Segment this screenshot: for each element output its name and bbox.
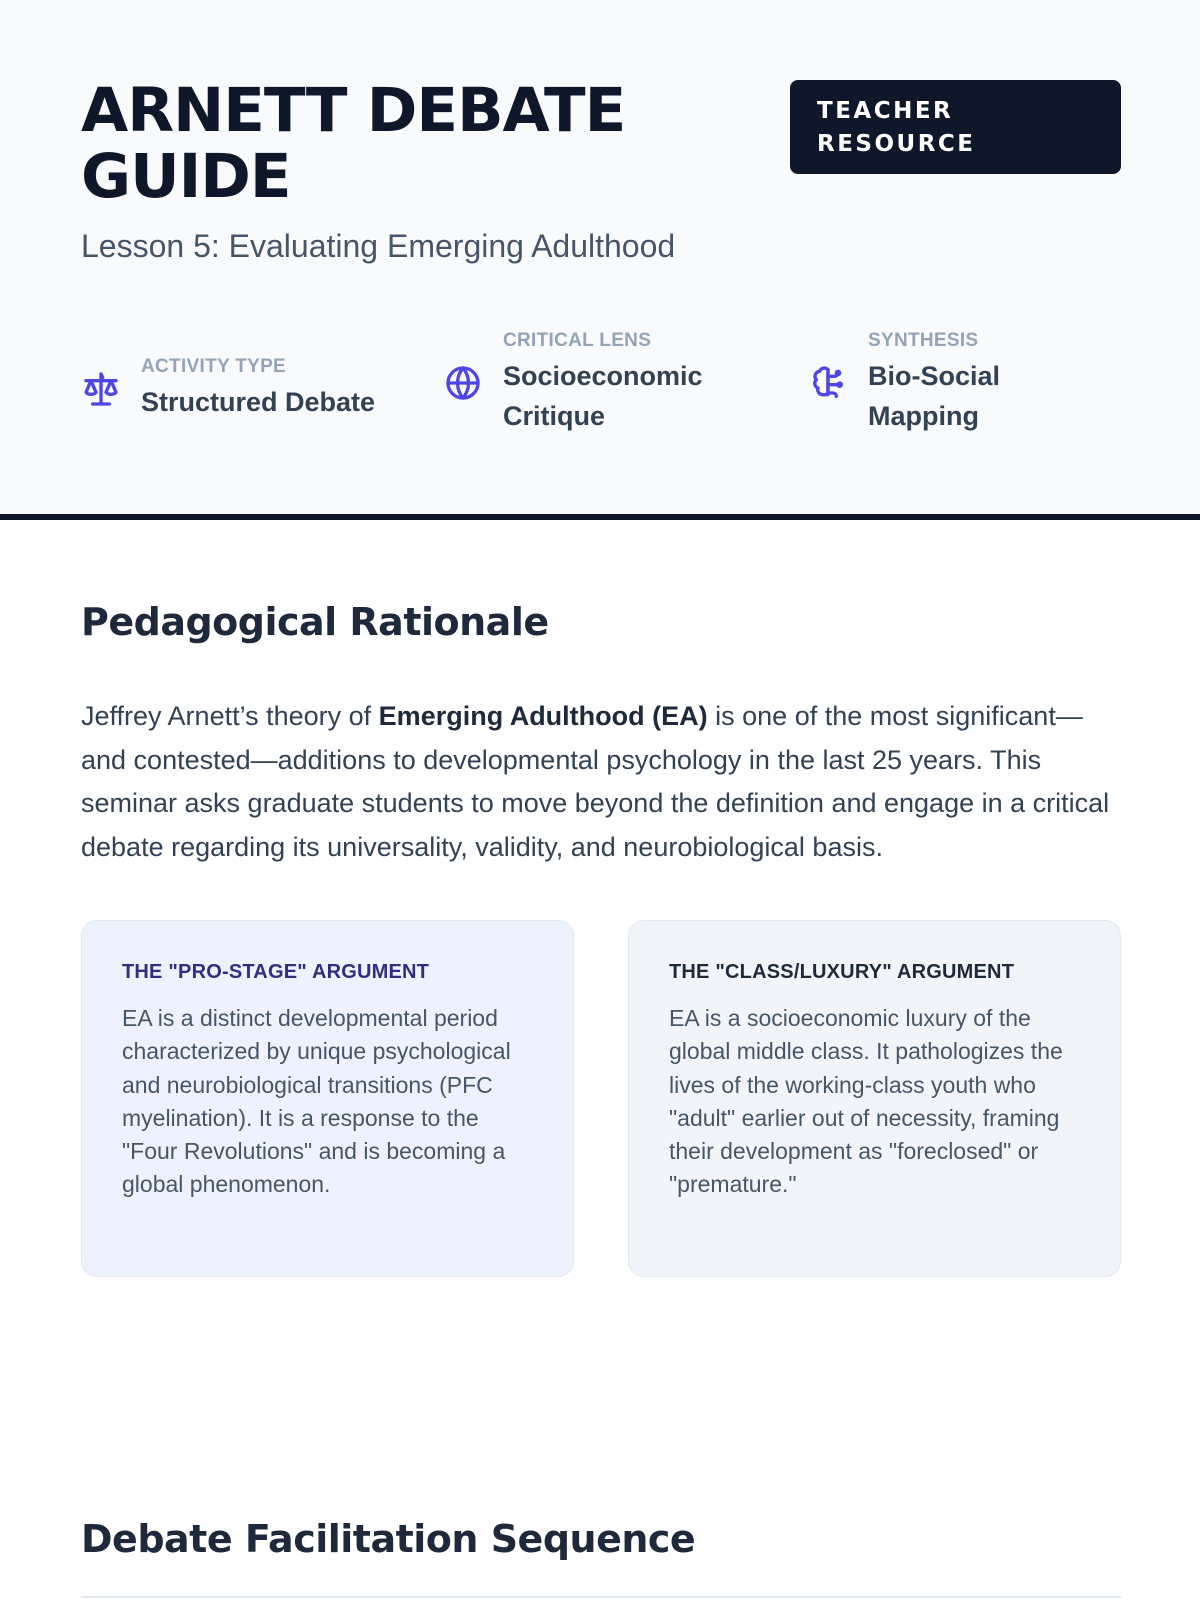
sequence-heading: Debate Facilitation Sequence xyxy=(81,1517,696,1561)
scales-icon xyxy=(81,369,121,409)
card-title: THE "CLASS/LUXURY" ARGUMENT xyxy=(669,961,1015,983)
globe-icon xyxy=(443,363,483,403)
meta-label: CRITICAL LENS xyxy=(503,330,652,351)
meta-synthesis xyxy=(808,330,1048,436)
card-body: EA is a distinct developmental period characterized by unique psychological and neurobiological transitions (PFC myelination). It is a response to the "Four Revolutions" and is becoming a global phenomenon. xyxy=(122,1005,511,1198)
meta-label: ACTIVITY TYPE xyxy=(141,356,287,377)
card-title: THE "PRO-STAGE" ARGUMENT xyxy=(122,961,430,983)
lesson-subtitle: Lesson 5: Evaluating Emerging Adulthood xyxy=(81,228,676,264)
intro-text: is one of the most significant—and contested—additions to developmental psychology in the last 25 years. This seminar asks graduate students to move beyond the definition and engage in a critical debate regarding its universality, validity, and neurobiological basis. xyxy=(81,701,1110,862)
meta-value: Socioeconomic Critique xyxy=(503,361,703,431)
meta-label: SYNTHESIS xyxy=(868,330,979,351)
rationale-heading: Pedagogical Rationale xyxy=(81,600,549,644)
meta-critical-lens xyxy=(443,330,723,436)
intro-emphasis: Emerging Adulthood (EA) xyxy=(378,701,708,731)
meta-value: Structured Debate xyxy=(141,387,376,417)
document-title: ARNETT DEBATE GUIDE xyxy=(81,75,626,212)
pro-stage-card xyxy=(81,920,574,1277)
meta-activity-type xyxy=(81,356,375,422)
intro-text: Jeffrey Arnett’s theory of xyxy=(81,701,379,731)
rationale-intro xyxy=(81,695,1126,869)
divider xyxy=(81,1596,1121,1598)
card-body: EA is a socioeconomic luxury of the global middle class. It pathologizes the lives of the working-class youth who "adult" earlier out of necessity, framing their development as "foreclosed" or "premature." xyxy=(669,1005,1063,1198)
brain-icon xyxy=(808,363,848,403)
header xyxy=(0,0,1200,520)
teacher-resource-badge: TEACHER RESOURCE xyxy=(790,80,1121,174)
meta-value: Bio-Social Mapping xyxy=(868,361,1001,431)
class-luxury-card xyxy=(628,920,1121,1277)
